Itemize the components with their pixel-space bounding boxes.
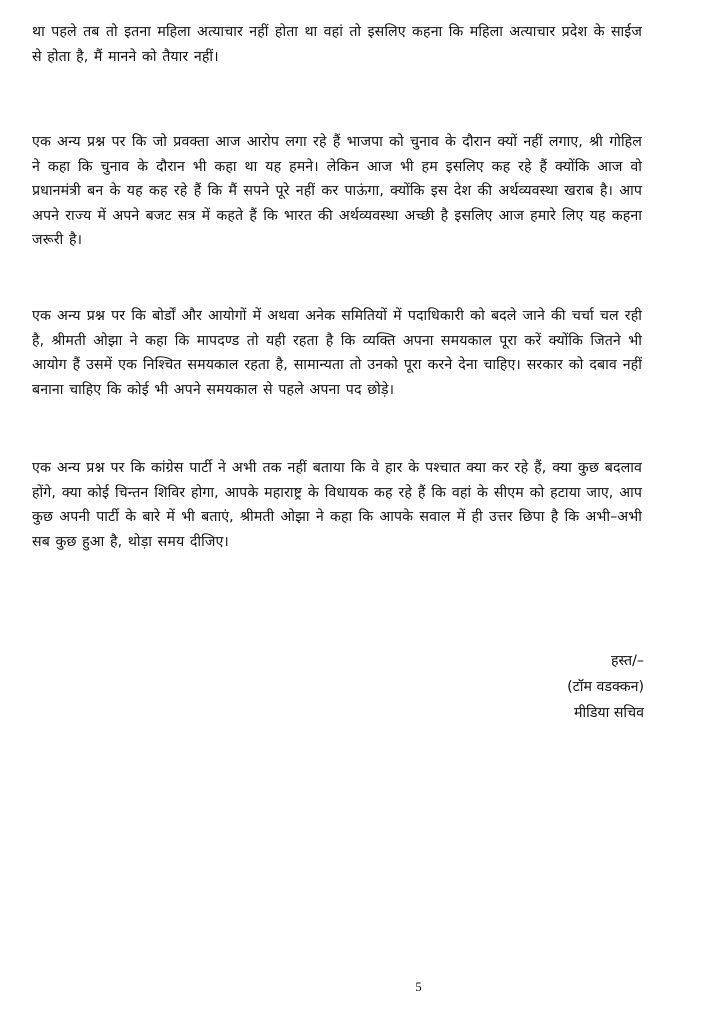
signatory-name: (टॉम वडक्कन) [567, 679, 644, 695]
paragraph-economy-question: एक अन्य प्रश्न पर कि जो प्रवक्ता आज आरोप लगा रहे हैं भाजपा को चुनाव के दौरान क्यों नहीं लगाए, श्री गोहिल ने कहा कि चुनाव के दौरान भी कहा था यह हमने। लेकिन आज भी हम इसलिए कह रहे हैं क्योंकि आज वो प्रधानमंत्री बन के यह कह रहे हैं कि मैं सपने पूरे नहीं कर पाऊंगा, क्योंकि इस देश की अर्थव्यवस्था खराब है। आप अपने राज्य में अपने बजट सत्र में कहते हैं कि भारत की अर्थव्यवस्था अच्छी है इसलिए आज हमारे लिए यह कहना जरूरी है। [32, 134, 642, 249]
page-number: 5 [415, 979, 422, 994]
paragraph-congress-party: एक अन्य प्रश्न पर कि कांग्रेस पार्टी ने अभी तक नहीं बताया कि वे हार के पश्चात क्या कर रहे हैं, क्या कुछ बदलाव होंगे, क्या कोई चिन्तन शिविर होगा, आपके महाराष्ट्र के विधायक कह रहे हैं कि वहां के सीएम को हटाया जाए, आप कुछ अपनी पार्टी के बारे में भी बताएं, श्रीमती ओझा ने कहा कि आपके सवाल में ही उत्तर छिपा है कि अभी–अभी सब कुछ हुआ है, थोड़ा समय दीजिए। [32, 460, 642, 550]
signature-block [567, 648, 644, 726]
paragraph-women-atrocities: था पहले तब तो इतना महिला अत्याचार नहीं होता था वहां तो इसलिए कहना कि महिला अत्याचार प्रदेश के साईज से होता है, मैं मानने को तैयार नहीं। [32, 24, 642, 65]
signatory-designation: मीडिया सचिव [574, 705, 644, 721]
paragraph-boards-commissions: एक अन्य प्रश्न पर कि बोर्डों और आयोगों में अथवा अनेक समितियों में पदाधिकारी को बदले जाने की चर्चा चल रही है, श्रीमती ओझा ने कहा कि मापदण्ड तो यही रहता है कि व्यक्ति अपना समयकाल पूरा करें क्योंकि जितने भी आयोग हैं उसमें एक निश्चित समयकाल रहता है, सामान्यता तो उनको पूरा करने देना चाहिए। सरकार को दबाव नहीं बनाना चाहिए कि कोई भी अपने समयकाल से पहले अपना पद छोड़े। [32, 308, 642, 398]
signed-mark: हस्त/– [610, 653, 644, 669]
